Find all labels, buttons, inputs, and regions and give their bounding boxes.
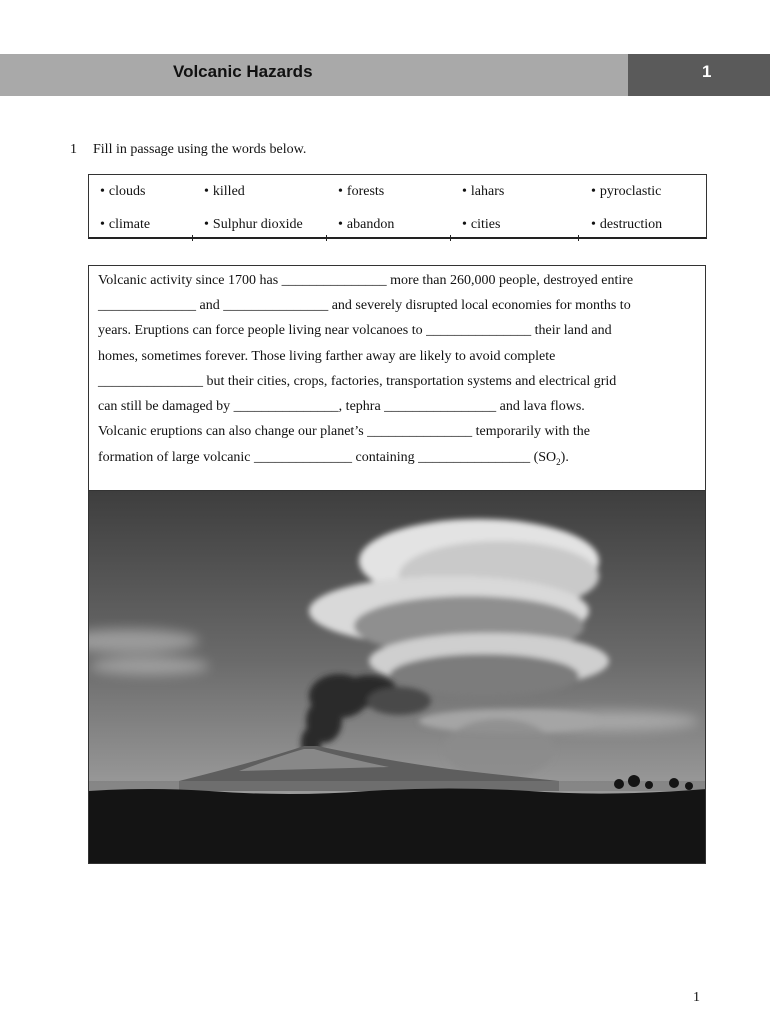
passage-line: can still be damaged by _______________, tephra ________________ and lava flows.: [98, 399, 585, 414]
word-bank-item: [462, 184, 504, 200]
word-text: pyroclastic: [599, 184, 662, 199]
word-text: cities: [470, 217, 501, 232]
word-bank-item: [338, 184, 384, 200]
word-text: killed: [212, 184, 245, 199]
word-bank-item: [591, 217, 662, 233]
word-text: destruction: [599, 217, 663, 232]
passage-line-last: [98, 450, 569, 467]
bullet: •: [204, 184, 209, 199]
passage-text: ).: [560, 450, 569, 465]
word-bank-item: [462, 217, 500, 233]
subscript: 2: [556, 456, 561, 467]
page-title: Volcanic Hazards: [173, 62, 313, 81]
passage-line: Volcanic eruptions can also change our planet’s _______________ temporarily with the: [98, 424, 590, 439]
passage-line: ______________ and _______________ and severely disrupted local economies for months to: [98, 298, 631, 313]
bullet: •: [591, 217, 596, 232]
passage-text: formation of large volcanic ______________ containing ________________ (SO: [98, 450, 557, 465]
volcano-eruption-photo: [88, 490, 706, 864]
unit-number: 1: [702, 62, 712, 81]
column-divider: [192, 235, 193, 241]
word-bank-item: [204, 184, 245, 200]
word-text: lahars: [470, 184, 505, 199]
column-divider: [450, 235, 451, 241]
bullet: •: [338, 217, 343, 232]
column-divider: [326, 235, 327, 241]
passage-line: homes, sometimes forever. Those living farther away are likely to avoid complete: [98, 349, 556, 364]
question-instruction: Fill in passage using the words below.: [93, 142, 307, 157]
word-bank-item: [591, 184, 661, 200]
word-bank-item: [338, 217, 394, 233]
bullet: •: [204, 217, 209, 232]
bullet: •: [462, 184, 467, 199]
passage-line: _______________ but their cities, crops, factories, transportation systems and electrical grid: [98, 374, 617, 389]
unit-number-box: [628, 54, 770, 96]
volcano-photo-illustration: [89, 491, 706, 864]
word-text: climate: [108, 217, 151, 232]
word-text: abandon: [346, 217, 395, 232]
word-text: clouds: [108, 184, 146, 199]
word-text: forests: [346, 184, 385, 199]
bullet: •: [100, 217, 105, 232]
passage-line: Volcanic activity since 1700 has _______________ more than 260,000 people, destroyed entire: [98, 273, 634, 288]
bullet: •: [462, 217, 467, 232]
question-number: 1: [70, 142, 77, 157]
bullet: •: [338, 184, 343, 199]
column-divider: [578, 235, 579, 241]
bullet: •: [591, 184, 596, 199]
passage-line: years. Eruptions can force people living near volcanoes to _______________ their land and: [98, 323, 612, 338]
word-bank-item: [100, 184, 145, 200]
bullet: •: [100, 184, 105, 199]
word-bank-item: [100, 217, 150, 233]
page-number: 1: [693, 990, 700, 1005]
word-text: Sulphur dioxide: [212, 217, 303, 232]
word-bank-item: [204, 217, 303, 233]
